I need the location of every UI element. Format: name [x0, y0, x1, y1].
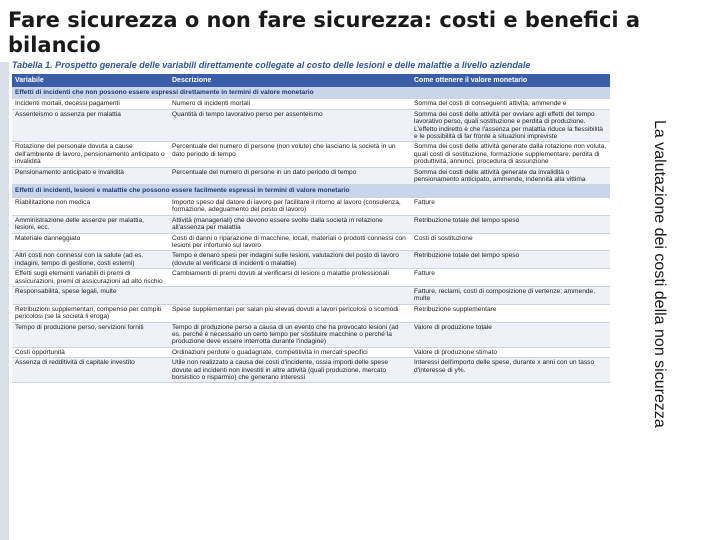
table-row — [12, 322, 610, 347]
header-monetary-value: Come ottenere il valore monetario — [411, 74, 610, 87]
section-row — [12, 87, 610, 99]
cell-variable: Materiale danneggiato — [12, 233, 169, 251]
side-accent-bar — [0, 62, 9, 540]
table-row — [12, 269, 610, 287]
cell-description: Percentuale del numero di persone in un dato periodo di tempo — [169, 167, 411, 185]
cell-variable: Altri costi non connessi con la salute (ad es. indagini, tempo di gestione, costi esterni) — [12, 251, 169, 269]
cell-monetary-value: Valore di produzione totale — [411, 322, 610, 347]
table-row — [12, 99, 610, 109]
table-row — [12, 142, 610, 167]
cell-description — [169, 286, 411, 304]
table-row — [12, 286, 610, 304]
cell-monetary-value: Interessi dell'importo delle spese, durante x anni con un tasso d'interesse di y%. — [411, 358, 610, 383]
table-caption: Tabella 1. Prospetto generale delle variabili direttamente collegate al costo delle lesioni e delle malattie a livello aziendale — [12, 60, 531, 70]
section-title: Effetti di incidenti, lesioni e malattie che possono essere facilmente espressi in termini di valore monetario — [12, 185, 610, 197]
cell-variable: Assenteismo o assenza per malattia — [12, 109, 169, 142]
slide-title: Fare sicurezza o non fare sicurezza: costi e benefici a bilancio — [8, 8, 641, 57]
cell-monetary-value: Fatture — [411, 197, 610, 215]
cell-description: Tempo di produzione perso a causa di un evento che ha provocato lesioni (ad es. perché è necessario un certo tempo per sostituire macchine o perché la produzione deve essere interrotta durante l'indagine) — [169, 322, 411, 347]
table-row — [12, 233, 610, 251]
cell-variable: Retribuzioni supplementari, compenso per compiti pericolosi (se la società li eroga) — [12, 304, 169, 322]
cell-variable: Incidenti mortali, decessi pagamenti — [12, 99, 169, 109]
section-row — [12, 185, 610, 197]
table-row — [12, 109, 610, 142]
vertical-side-title — [648, 120, 668, 480]
cell-monetary-value: Fatture — [411, 269, 610, 287]
table-row — [12, 167, 610, 185]
cell-monetary-value: Retribuzione supplementare — [411, 304, 610, 322]
cell-description: Utile non realizzato a causa dei costi d'incidente, ossia importi delle spese dovute ad incidenti non investiti in altre attività (quali produzione, mercato borsistico o risparmio) che generano interessi — [169, 358, 411, 383]
vertical-side-title-text: La valutazione dei costi della non sicurezza — [651, 120, 668, 428]
variables-table — [12, 74, 610, 383]
cell-monetary-value: Somma dei costi delle attività generate dalla rotazione non voluta, quali costi di sostituzione, formazione supplementare, perdita di produttività, annunci, procedura di assunzione — [411, 142, 610, 167]
cell-variable: Costi opportunità — [12, 347, 169, 357]
table-row — [12, 347, 610, 357]
cell-description: Ordinazioni perdute o guadagnate, competitività in mercati specifici — [169, 347, 411, 357]
cell-description: Attività (manageriali) che devono essere svolte dalla società in relazione all'assenza per malattia — [169, 215, 411, 233]
cell-description: Importo speso dal datore di lavoro per facilitare il ritorno al lavoro (consulenza, formazione, adeguamento del posto di lavoro) — [169, 197, 411, 215]
section-title: Effetti di incidenti che non possono essere espressi direttamente in termini di valore monetario — [12, 87, 610, 99]
cell-variable: Riabilitazione non medica — [12, 197, 169, 215]
cell-variable: Responsabilità, spese legali, multe — [12, 286, 169, 304]
cell-monetary-value: Somma dei costi di conseguenti attività, ammende e — [411, 99, 610, 109]
cell-monetary-value: Retribuzione totale del tempo speso — [411, 215, 610, 233]
table-row — [12, 251, 610, 269]
cell-description: Spese supplementari per salari più elevati dovuti a lavori pericolosi o scomodi — [169, 304, 411, 322]
cell-monetary-value: Somma dei costi delle attività per ovviare agli effetti del tempo lavorativo perso, quali sostituzione e perdita di produzione. L'effetto indiretto è che l'assenza per malattia riduce la flessibilità e le possibilità di far fronte a situazioni impreviste — [411, 109, 610, 142]
cell-monetary-value: Retribuzione totale del tempo speso — [411, 251, 610, 269]
cell-monetary-value: Fatture, reclami, costi di composizione di vertenze; ammende, multe — [411, 286, 610, 304]
cell-variable: Amministrazione delle assenze per malattia, lesioni, ecc. — [12, 215, 169, 233]
cell-monetary-value: Somma dei costi delle attività generate da invalidità o pensionamento anticipato, ammende, indennità alla vittima — [411, 167, 610, 185]
cell-description: Numero di incidenti mortali — [169, 99, 411, 109]
header-variable: Variabile — [12, 74, 169, 87]
table-header-row — [12, 74, 610, 87]
table-row — [12, 358, 610, 383]
cell-description: Costi di danni o riparazione di macchine, locali, materiali o prodotti connessi con lesioni per infortunio sul lavoro — [169, 233, 411, 251]
header-description: Descrizione — [169, 74, 411, 87]
table-row — [12, 304, 610, 322]
table-row — [12, 197, 610, 215]
cell-variable: Pensionamento anticipato e invalidità — [12, 167, 169, 185]
cell-variable: Assenza di redditività di capitale investito — [12, 358, 169, 383]
cell-description: Percentuale del numero di persone (non volute) che lasciano la società in un dato periodo di tempo — [169, 142, 411, 167]
cell-description: Tempo e denaro spesi per indagini sulle lesioni, valutazioni del posto di lavoro (dovute al verificarsi di incidenti o malattie) — [169, 251, 411, 269]
cell-variable: Effetti sugli elementi variabili di premi di assicurazioni, premi di assicurazioni ad alto rischio — [12, 269, 169, 287]
cell-description: Cambiamenti di premi dovuti al verificarsi di lesioni o malattie professionali — [169, 269, 411, 287]
cell-monetary-value: Costi di sostituzione — [411, 233, 610, 251]
table-row — [12, 215, 610, 233]
cell-description: Quantità di tempo lavorativo perso per assenteismo — [169, 109, 411, 142]
cell-monetary-value: Valore di produzione stimato — [411, 347, 610, 357]
cell-variable: Tempo di produzione perso, servizioni forniti — [12, 322, 169, 347]
cell-variable: Rotazione del personale dovuta a cause dell'ambiente di lavoro, pensionamento anticipato o invalidità — [12, 142, 169, 167]
